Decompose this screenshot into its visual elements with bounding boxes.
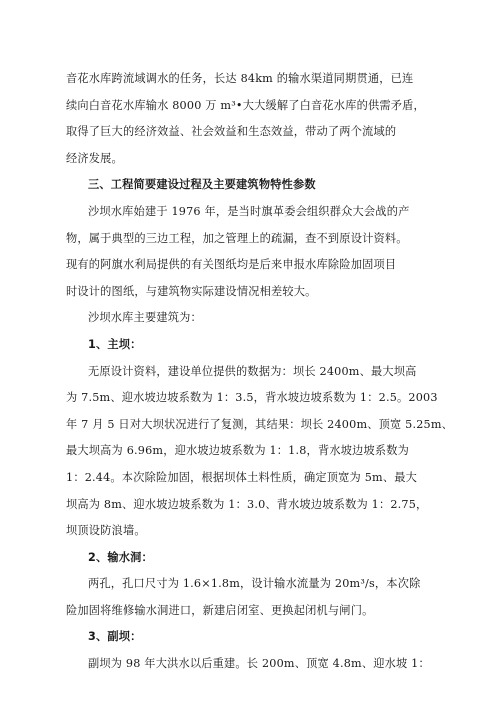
paragraph-main-structures-intro: 沙坝水库主要建筑为： [88,311,202,325]
text-line: 坝高为 8m、迎水坡边坡系数为 1：3.0、背水坡边坡系数为 1：2.75， [66,497,428,511]
text-line: 坝顶设防浪墙。 [66,524,146,538]
subheading-auxiliary-dam: 3、副坝： [88,630,142,644]
paragraph-auxiliary-dam [66,651,442,678]
text-line: 时设计的图纸，与建筑物实际建设情况相差较大。 [66,284,317,298]
text-line: 经济发展。 [66,151,123,165]
paragraph-outlet-tunnel [66,571,442,624]
text-line: 物，属于典型的三边工程，加之管理上的疏漏，查不到原设计资料。 [66,231,408,245]
text-line: 两孔，孔口尺寸为 1.6×1.8m，设计输水流量为 20m³/s，本次除 [88,577,421,591]
text-line: 续向白音花水库输水 8000 万 m³•大大缓解了白音花水库的供需矛盾， [66,98,425,112]
text-line: 副坝为 98 年大洪水以后重建。长 200m、顶宽 4.8m、迎水坡 1： [88,657,430,671]
text-line: 险加固将维修输水洞进口，新建启闭室、更换起闭机与闸门。 [66,603,374,617]
text-line: 音花水库跨流域调水的任务，长达 84km 的输水渠道同期贯通，已连 [66,72,414,85]
document-body [66,66,454,678]
text-line: 取得了巨大的经济效益、社会效益和生态效益，带动了两个流域的 [66,125,397,139]
section-heading-3: 三、工程简要建设过程及主要建筑物特性参数 [88,178,316,192]
text-line: 1：2.44。本次除险加固，根据坝体土料性质，确定顶宽为 5m、最大 [66,470,417,484]
text-line: 年 7 月 5 日对大坝状况进行了复测，其结果：坝长 2400m、顶宽 5.25m、 [66,417,454,431]
text-line: 沙坝水库始建于 1976 年，是当时旗革委会组织群众大会战的产 [88,204,410,218]
text-line: 最大坝高为 6.96m，迎水坡边坡系数为 1：1.8，背水坡边坡系数为 [66,444,410,458]
text-line: 为 7.5m、迎水坡边坡系数为 1：3.5，背水坡边坡系数为 1：2.5。2003 [66,391,438,405]
paragraph-construction-history [66,199,442,305]
paragraph-water-diversion [66,66,442,172]
text-line: 无原设计资料，建设单位提供的数据为：坝长 2400m、最大坝高 [88,364,417,378]
subheading-outlet-tunnel: 2、输水洞： [88,550,153,564]
subheading-main-dam: 1、主坝： [88,337,142,351]
paragraph-main-dam [66,359,454,545]
text-line: 现有的阿旗水利局提供的有关图纸均是后来申报水库除险加固项目 [66,258,397,272]
